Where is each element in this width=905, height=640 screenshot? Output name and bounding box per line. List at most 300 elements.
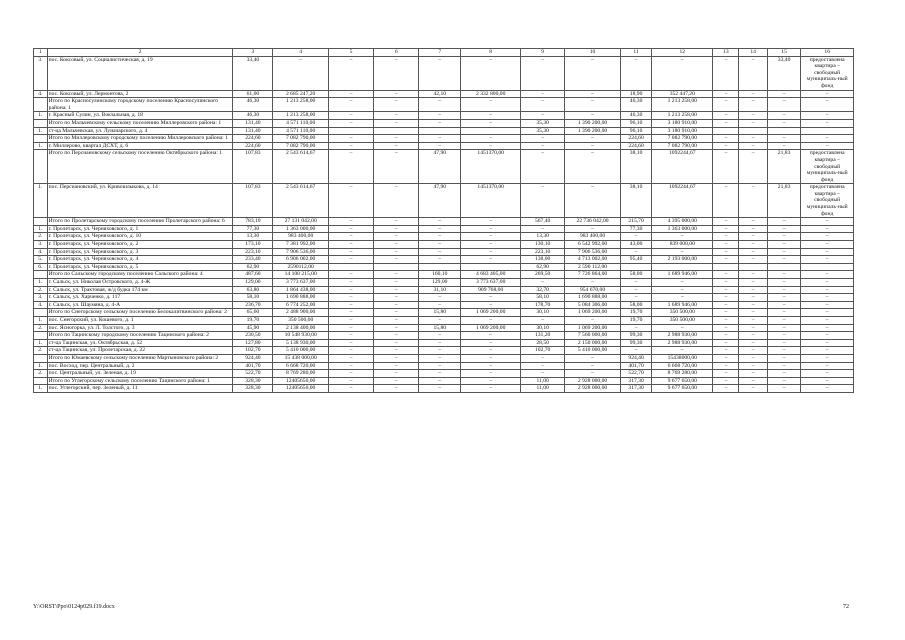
value-cell: –	[461, 233, 521, 241]
row-number-cell: 1.	[34, 225, 48, 233]
value-cell: –	[461, 370, 521, 378]
value-cell: 46,30	[233, 112, 273, 120]
value-cell: 215,70	[620, 218, 651, 226]
value-cell: –	[713, 90, 739, 98]
address-cell: пос. Восход, пер. Центральный, д. 2	[47, 362, 233, 370]
value-cell: 1 390 200,00	[565, 119, 621, 127]
table-row	[34, 256, 854, 264]
value-cell: –	[374, 90, 419, 98]
address-cell: Итого по Снегорскому сельскому поселению Белокалитвинского района: 2	[47, 309, 233, 317]
value-cell: –	[652, 286, 713, 294]
value-cell: –	[419, 377, 461, 385]
value-cell: 28,50	[521, 339, 565, 347]
value-cell: –	[419, 354, 461, 362]
value-cell: –	[767, 370, 801, 378]
value-cell: 30,10	[521, 309, 565, 317]
value-cell: –	[419, 370, 461, 378]
value-cell: 7 082 790,00	[652, 135, 713, 143]
value-cell: 4 571 110,00	[273, 119, 329, 127]
header-cell: 12	[652, 49, 713, 57]
value-cell: 21,83	[767, 184, 801, 218]
value-cell: –	[329, 98, 374, 112]
table-row	[34, 241, 854, 249]
value-cell: 983 400,00	[273, 233, 329, 241]
subtotal-row	[34, 309, 854, 317]
table-row	[34, 225, 854, 233]
value-cell: –	[739, 119, 767, 127]
value-cell	[739, 127, 767, 135]
value-cell: –	[713, 301, 739, 309]
value-cell: –	[713, 279, 739, 287]
value-cell: –	[713, 98, 739, 112]
value-cell: 7 381 992,00	[273, 241, 329, 249]
value-cell: –	[713, 218, 739, 226]
value-cell	[329, 263, 374, 271]
value-cell	[739, 263, 767, 271]
table-row	[34, 316, 854, 324]
value-cell: 33,40	[233, 56, 273, 90]
value-cell: 160,10	[419, 271, 461, 279]
value-cell: –	[374, 279, 419, 287]
value-cell: 3 180 910,00	[652, 119, 713, 127]
value-cell: –	[713, 56, 739, 90]
value-cell: –	[461, 377, 521, 385]
value-cell: –	[374, 56, 419, 90]
value-cell: –	[739, 339, 767, 347]
address-cell: пос. Коксовый, ул. Лермонтова, 2	[47, 90, 233, 98]
address-cell: Итого по Тацинскому городскому поселению Тацинского района: 2	[47, 332, 233, 340]
note-cell: –	[801, 233, 854, 241]
value-cell: –	[374, 309, 419, 317]
value-cell: –	[329, 142, 374, 150]
value-cell: 5 410 000,00	[273, 347, 329, 355]
value-cell: –	[767, 218, 801, 226]
row-number-cell: 2.	[34, 324, 48, 332]
table-row	[34, 362, 854, 370]
table-row	[34, 301, 854, 309]
value-cell: 2 138 400,00	[273, 324, 329, 332]
note-cell: –	[801, 135, 854, 143]
value-cell: 5 138 930,00	[273, 339, 329, 347]
value-cell: 96,10	[620, 119, 651, 127]
value-cell: 3 773 637,00	[273, 279, 329, 287]
header-cell: 3	[233, 49, 273, 57]
value-cell: –	[461, 142, 521, 150]
value-cell: 62,90	[233, 263, 273, 271]
value-cell: –	[521, 370, 565, 378]
value-cell: 7 082 790,00	[652, 142, 713, 150]
value-cell: –	[419, 316, 461, 324]
value-cell: –	[374, 135, 419, 143]
value-cell: –	[374, 119, 419, 127]
note-cell: предоставлена квартира – свободный муниципаль-ный фонд	[801, 150, 854, 184]
value-cell: –	[329, 279, 374, 287]
value-cell: –	[374, 98, 419, 112]
value-cell: 839 000,00	[652, 241, 713, 249]
value-cell: –	[374, 385, 419, 393]
value-cell: 1 690 888,00	[273, 294, 329, 302]
value-cell: 7 560 000,00	[565, 332, 621, 340]
subtotal-row	[34, 98, 854, 112]
note-cell: –	[801, 90, 854, 98]
value-cell: 2 150 000,00	[565, 339, 621, 347]
subtotal-row	[34, 377, 854, 385]
value-cell: 15438000,00	[652, 354, 713, 362]
table-row	[34, 339, 854, 347]
value-cell: –	[739, 316, 767, 324]
value-cell: 6 542 992,00	[565, 241, 621, 249]
value-cell: 11,00	[521, 385, 565, 393]
value-cell: –	[461, 98, 521, 112]
value-cell: 1 069 200,00	[565, 309, 621, 317]
row-number-cell: 5.	[34, 256, 48, 264]
row-number-cell: 1.	[34, 112, 48, 120]
value-cell: –	[739, 354, 767, 362]
subtotal-row	[34, 119, 854, 127]
value-cell: –	[521, 90, 565, 98]
value-cell: 3 180 910,00	[652, 127, 713, 135]
value-cell: –	[739, 241, 767, 249]
value-cell: 11,00	[521, 377, 565, 385]
value-cell: 15,80	[419, 309, 461, 317]
value-cell: –	[329, 286, 374, 294]
value-cell: 102,70	[521, 347, 565, 355]
value-cell: 4 395 000,00	[652, 218, 713, 226]
header-cell: 8	[461, 49, 521, 57]
row-number-cell: 1.	[34, 362, 48, 370]
value-cell: 233,40	[233, 256, 273, 264]
value-cell: –	[329, 294, 374, 302]
header-cell: 15	[767, 49, 801, 57]
address-cell: Итого по Юмаевскому сельскому поселению Мартыновского района: 2	[47, 354, 233, 362]
row-number-cell: 1.	[34, 316, 48, 324]
value-cell: –	[652, 294, 713, 302]
value-cell: 1 689 946,00	[652, 271, 713, 279]
value-cell: –	[739, 309, 767, 317]
value-cell: 1 213 258,00	[273, 112, 329, 120]
value-cell: –	[652, 347, 713, 355]
value-cell: –	[739, 286, 767, 294]
value-cell: 99,30	[620, 332, 651, 340]
note-cell: –	[801, 362, 854, 370]
value-cell: –	[739, 347, 767, 355]
value-cell: –	[767, 294, 801, 302]
value-cell: –	[521, 150, 565, 184]
value-cell: –	[713, 150, 739, 184]
value-cell: 27 131 042,00	[273, 218, 329, 226]
address-cell: г. Пролетарск, ул. Черняховского, д. 4	[47, 256, 233, 264]
note-cell: –	[801, 339, 854, 347]
value-cell: –	[739, 256, 767, 264]
value-cell: –	[620, 324, 651, 332]
value-cell: –	[565, 90, 621, 98]
note-cell: –	[801, 385, 854, 393]
value-cell: –	[329, 184, 374, 218]
value-cell: 223,10	[233, 248, 273, 256]
value-cell: –	[419, 339, 461, 347]
value-cell: –	[767, 332, 801, 340]
value-cell: –	[461, 294, 521, 302]
address-cell: г. Пролетарск, ул. Черняховского, д. 5	[47, 263, 233, 271]
value-cell: –	[620, 294, 651, 302]
value-cell: –	[713, 294, 739, 302]
value-cell: –	[652, 324, 713, 332]
value-cell: 45,90	[233, 324, 273, 332]
value-cell: –	[565, 370, 621, 378]
value-cell: –	[739, 218, 767, 226]
value-cell: –	[767, 241, 801, 249]
row-number-cell	[34, 135, 48, 143]
value-cell: 224,60	[233, 142, 273, 150]
value-cell: –	[419, 385, 461, 393]
value-cell: –	[521, 98, 565, 112]
value-cell: 401,70	[620, 362, 651, 370]
row-number-cell: 4.	[34, 90, 48, 98]
value-cell: –	[461, 256, 521, 264]
address-cell: г. Пролетарск, ул. Черняховского, д. 2	[47, 241, 233, 249]
value-cell: 178,70	[521, 301, 565, 309]
value-cell: –	[767, 316, 801, 324]
value-cell: 107,83	[233, 150, 273, 184]
value-cell: –	[767, 362, 801, 370]
value-cell: 127,80	[233, 339, 273, 347]
value-cell: –	[461, 339, 521, 347]
value-cell: –	[419, 112, 461, 120]
address-cell: Итого по Пролетарскому городскому поселению Пролетарского района: 6	[47, 218, 233, 226]
header-cell: 5	[329, 49, 374, 57]
address-cell: г. Миллерово, квартал ДСХТ, д. 6	[47, 142, 233, 150]
row-number-cell	[34, 218, 48, 226]
value-cell: 983 400,00	[565, 233, 621, 241]
value-cell: –	[739, 112, 767, 120]
value-cell: –	[739, 56, 767, 90]
value-cell: –	[329, 385, 374, 393]
value-cell: 13,30	[521, 233, 565, 241]
row-number-cell: 4.	[34, 248, 48, 256]
row-number-cell	[34, 309, 48, 317]
value-cell: –	[329, 354, 374, 362]
value-cell: –	[419, 119, 461, 127]
note-cell: –	[801, 271, 854, 279]
value-cell: 2 988 930,00	[652, 332, 713, 340]
value-cell: 1092244,67	[652, 184, 713, 218]
value-cell: –	[739, 150, 767, 184]
value-cell: –	[329, 370, 374, 378]
value-cell: –	[767, 248, 801, 256]
value-cell: 35,30	[521, 127, 565, 135]
value-cell: –	[461, 347, 521, 355]
value-cell	[461, 127, 521, 135]
subtotal-row	[34, 271, 854, 279]
value-cell: –	[739, 301, 767, 309]
value-cell: –	[521, 56, 565, 90]
value-cell: –	[374, 294, 419, 302]
value-cell: –	[461, 354, 521, 362]
value-cell: 328,30	[233, 377, 273, 385]
value-cell: 65,60	[233, 309, 273, 317]
value-cell: –	[739, 271, 767, 279]
address-cell: ст-ца Тацинская, ул. Пролетарская, д. 22	[47, 347, 233, 355]
note-cell: –	[801, 294, 854, 302]
note-cell	[801, 127, 854, 135]
value-cell: 6 774 252,00	[273, 301, 329, 309]
value-cell: 173,10	[233, 241, 273, 249]
value-cell: –	[713, 309, 739, 317]
value-cell: –	[713, 135, 739, 143]
header-cell: 14	[739, 49, 767, 57]
header-cell: 6	[374, 49, 419, 57]
value-cell: –	[329, 150, 374, 184]
value-cell: 96,10	[620, 127, 651, 135]
value-cell: –	[521, 142, 565, 150]
value-cell: –	[329, 309, 374, 317]
value-cell: –	[713, 339, 739, 347]
value-cell: –	[565, 135, 621, 143]
value-cell: 19,70	[620, 316, 651, 324]
value-cell: –	[329, 112, 374, 120]
note-cell: –	[801, 279, 854, 287]
value-cell: 5 084 306,00	[565, 301, 621, 309]
table-row	[34, 347, 854, 355]
value-cell: –	[461, 225, 521, 233]
header-cell: 9	[521, 49, 565, 57]
row-number-cell: 1.	[34, 127, 48, 135]
value-cell: –	[419, 241, 461, 249]
address-cell: пос. Ясногорка, ул. Л. Толстого, д. 3	[47, 324, 233, 332]
subtotal-row	[34, 218, 854, 226]
value-cell: 1092244,67	[652, 150, 713, 184]
address-cell: ст-ца Тацинская, ул. Октябрьская, д. 52	[47, 339, 233, 347]
address-cell: Итого по Мальчевскому сельскому поселению Миллеровского района: 1	[47, 119, 233, 127]
address-cell: пос. Персиановский, ул. Кривошлыкова, д. 14	[47, 184, 233, 218]
row-number-cell: 3.	[34, 294, 48, 302]
note-cell: –	[801, 248, 854, 256]
table-row	[34, 90, 854, 98]
value-cell: –	[374, 233, 419, 241]
value-cell: –	[329, 56, 374, 90]
value-cell: –	[374, 370, 419, 378]
value-cell: –	[767, 90, 801, 98]
note-cell: предоставлена квартира – свободный муниципаль-ный фонд	[801, 184, 854, 218]
address-cell: ст-ца Мальчевская, ул. Луначарского, д. 4	[47, 127, 233, 135]
address-cell: г. Сальск, ул. Николая Островского, д. 4-Ж	[47, 279, 233, 287]
value-cell: 2 928 000,00	[565, 377, 621, 385]
note-cell: –	[801, 370, 854, 378]
value-cell: 783,10	[233, 218, 273, 226]
value-cell: 2 543 614,67	[273, 150, 329, 184]
address-cell: г. Сальск, ул. Шаумяна, д. 4-А	[47, 301, 233, 309]
value-cell: 487,60	[233, 271, 273, 279]
value-cell: –	[461, 332, 521, 340]
value-cell: –	[329, 347, 374, 355]
value-cell: 77,30	[233, 225, 273, 233]
value-cell: –	[419, 56, 461, 90]
note-cell: –	[801, 218, 854, 226]
value-cell: –	[374, 248, 419, 256]
value-cell: –	[521, 184, 565, 218]
value-cell: –	[374, 339, 419, 347]
value-cell: –	[767, 112, 801, 120]
value-cell: –	[461, 301, 521, 309]
value-cell: 909 768,00	[461, 286, 521, 294]
value-cell: –	[713, 316, 739, 324]
value-cell: –	[374, 150, 419, 184]
subtotal-row	[34, 354, 854, 362]
value-cell: –	[374, 332, 419, 340]
value-cell: 1 689 946,00	[652, 301, 713, 309]
value-cell: –	[374, 301, 419, 309]
value-cell: 1 069 200,00	[565, 324, 621, 332]
value-cell: –	[620, 248, 651, 256]
value-cell: –	[374, 218, 419, 226]
table-row	[34, 370, 854, 378]
address-cell: Итого по Красносулинскому городскому поселению Красносулинского района: 1	[47, 98, 233, 112]
value-cell: 46,30	[620, 112, 651, 120]
value-cell: –	[419, 225, 461, 233]
value-cell: –	[329, 377, 374, 385]
value-cell	[374, 127, 419, 135]
value-cell: 317,30	[620, 385, 651, 393]
note-cell: –	[801, 324, 854, 332]
subtotal-row	[34, 150, 854, 184]
value-cell: 954 670,00	[565, 286, 621, 294]
value-cell: –	[565, 279, 621, 287]
value-cell: 99,30	[620, 339, 651, 347]
value-cell: 1 690 888,00	[565, 294, 621, 302]
value-cell: –	[767, 339, 801, 347]
header-cell: 10	[565, 49, 621, 57]
value-cell: 4 713 002,00	[565, 256, 621, 264]
value-cell: 35,30	[521, 119, 565, 127]
row-number-cell: 1.	[34, 339, 48, 347]
value-cell: 328,30	[233, 385, 273, 393]
value-cell: –	[329, 324, 374, 332]
value-cell: 131,40	[233, 127, 273, 135]
value-cell: –	[767, 256, 801, 264]
header-cell: 7	[419, 49, 461, 57]
table-row	[34, 184, 854, 218]
value-cell: –	[419, 142, 461, 150]
note-cell: –	[801, 256, 854, 264]
page-number: 72	[843, 604, 849, 610]
value-cell: –	[565, 56, 621, 90]
value-cell: –	[739, 377, 767, 385]
value-cell: –	[767, 98, 801, 112]
value-cell: 4 683 405,00	[461, 271, 521, 279]
value-cell: 317,30	[620, 377, 651, 385]
value-cell: –	[739, 294, 767, 302]
value-cell: –	[521, 225, 565, 233]
value-cell: –	[329, 248, 374, 256]
value-cell: 63,80	[233, 286, 273, 294]
table-row	[34, 263, 854, 271]
value-cell: –	[521, 362, 565, 370]
value-cell: –	[374, 286, 419, 294]
value-cell: 9 677 650,00	[652, 385, 713, 393]
table-row	[34, 286, 854, 294]
table-row	[34, 127, 854, 135]
note-cell: –	[801, 354, 854, 362]
value-cell	[374, 263, 419, 271]
value-cell: 1 864 438,00	[273, 286, 329, 294]
value-cell: –	[329, 362, 374, 370]
value-cell: 22 736 042,00	[565, 218, 621, 226]
row-number-cell	[34, 271, 48, 279]
value-cell: –	[713, 142, 739, 150]
address-cell: Итого по Миллеровскому городскому поселению Миллеровского района: 1	[47, 135, 233, 143]
value-cell: 522,70	[233, 370, 273, 378]
table-row	[34, 294, 854, 302]
